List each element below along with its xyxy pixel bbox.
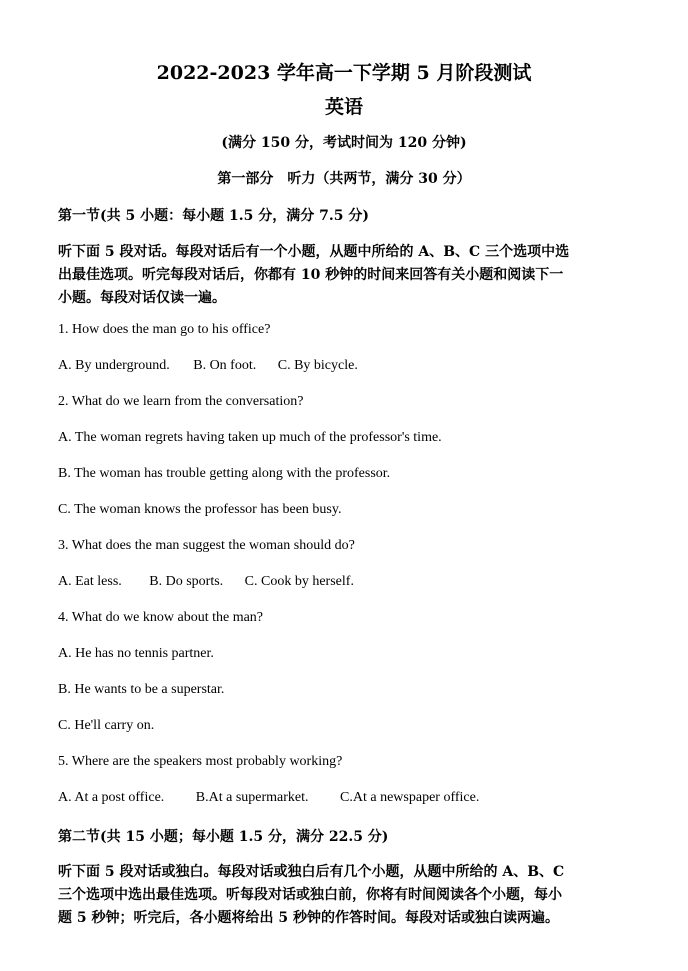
option-a: A. The woman regrets having taken up much of the professor's time. [58, 430, 442, 445]
part-heading: 第一部分 听力（共两节，满分 30 分） [217, 171, 471, 187]
section2-heading: 第二节(共 15 小题；每小题 1.5 分，满分 22.5 分) [58, 829, 389, 845]
option-a: A. By underground. [58, 358, 170, 373]
option-b: B. The woman has trouble getting along with the professor. [58, 466, 391, 481]
exam-note: (满分 150 分，考试时间为 120 分钟) [221, 135, 467, 151]
section2-instruction-line: 听下面 5 段对话或独白。每段对话或独白后有几个小题，从题中所给的 A、B、C [58, 864, 565, 880]
option-b: B. He wants to be a superstar. [58, 682, 225, 697]
question-options [58, 358, 358, 374]
question-stem: 1. How does the man go to his office? [58, 322, 271, 337]
exam-title: 2022-2023 学年高一下学期 5 月阶段测试 [156, 62, 532, 84]
option-c: C.At a newspaper office. [340, 790, 480, 805]
question-stem: 3. What does the man suggest the woman should do? [58, 538, 355, 553]
option-b: B. On foot. [193, 358, 257, 373]
option-a: A. He has no tennis partner. [58, 646, 214, 661]
section1-instruction-line: 听下面 5 段对话。每段对话后有一个小题，从题中所给的 A、B、C 三个选项中选 [58, 244, 570, 260]
section2-instruction-line: 题 5 秒钟；听完后，各小题将给出 5 秒钟的作答时间。每段对话或独白读两遍。 [58, 910, 559, 926]
option-b: B. Do sports. [149, 574, 224, 589]
section1-heading: 第一节(共 5 小题：每小题 1.5 分，满分 7.5 分) [58, 208, 369, 224]
question-stem: 5. Where are the speakers most probably working? [58, 754, 343, 769]
option-c: C. Cook by herself. [244, 574, 354, 589]
question-options [58, 790, 479, 806]
section1-instruction-line: 出最佳选项。听完每段对话后，你都有 10 秒钟的时间来回答有关小题和阅读下一 [58, 267, 564, 283]
option-c: C. He'll carry on. [58, 718, 155, 733]
option-b: B.At a supermarket. [195, 790, 309, 805]
option-c: C. By bicycle. [277, 358, 358, 373]
option-c: C. The woman knows the professor has been busy. [58, 502, 342, 517]
option-a: A. Eat less. [58, 574, 122, 589]
section2-instruction-line: 三个选项中选出最佳选项。听每段对话或独白前，你将有时间阅读各个小题，每小 [58, 887, 562, 903]
question-stem: 4. What do we know about the man? [58, 610, 264, 625]
option-a: A. At a post office. [58, 790, 165, 805]
section1-instruction-line: 小题。每段对话仅读一遍。 [58, 290, 226, 306]
question-stem: 2. What do we learn from the conversation? [58, 394, 304, 409]
subject-title: 英语 [324, 96, 363, 118]
question-options [58, 574, 354, 590]
